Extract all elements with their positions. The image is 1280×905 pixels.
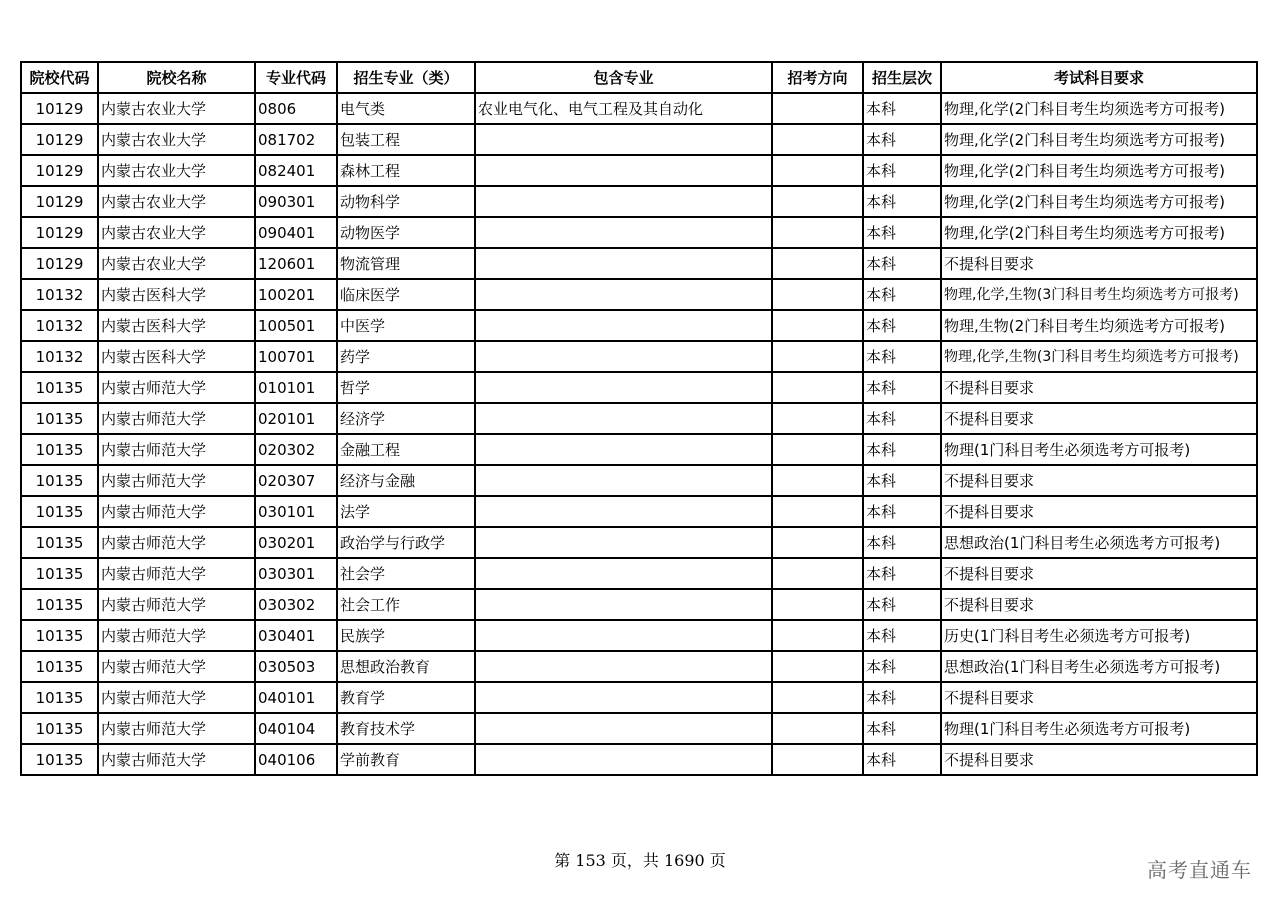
- cell-subject-requirements: 物理,化学,生物(3门科目考生均须选考方可报考): [941, 279, 1257, 310]
- cell-major-code: 010101: [255, 372, 337, 403]
- cell-included-majors: [475, 155, 772, 186]
- col-header-major-code: 专业代码: [255, 62, 337, 93]
- table-row: [21, 465, 1257, 496]
- cell-subject-requirements: 物理,化学(2门科目考生均须选考方可报考): [941, 186, 1257, 217]
- table-row: [21, 186, 1257, 217]
- cell-level: 本科: [863, 465, 941, 496]
- cell-subject-requirements: 不提科目要求: [941, 589, 1257, 620]
- cell-level: 本科: [863, 341, 941, 372]
- watermark: 高考直通车: [1147, 858, 1252, 882]
- cell-level: 本科: [863, 589, 941, 620]
- cell-direction: [772, 465, 863, 496]
- cell-major-code: 040104: [255, 713, 337, 744]
- cell-major: 电气类: [337, 93, 475, 124]
- page-footer: 第 153 页，共 1690 页: [554, 851, 726, 870]
- cell-major-code: 100501: [255, 310, 337, 341]
- cell-school-code: 10129: [21, 248, 98, 279]
- table-row: [21, 589, 1257, 620]
- cell-direction: [772, 527, 863, 558]
- cell-subject-requirements: 物理(1门科目考生必须选考方可报考): [941, 434, 1257, 465]
- cell-school-name: 内蒙古师范大学: [98, 372, 255, 403]
- cell-included-majors: [475, 186, 772, 217]
- table-row: [21, 744, 1257, 775]
- cell-major: 经济与金融: [337, 465, 475, 496]
- cell-major-code: 030301: [255, 558, 337, 589]
- cell-school-code: 10132: [21, 279, 98, 310]
- cell-direction: [772, 341, 863, 372]
- cell-major-code: 100201: [255, 279, 337, 310]
- cell-school-code: 10135: [21, 713, 98, 744]
- cell-direction: [772, 651, 863, 682]
- cell-major-code: 090401: [255, 217, 337, 248]
- cell-direction: [772, 434, 863, 465]
- cell-level: 本科: [863, 496, 941, 527]
- cell-subject-requirements: 物理,化学(2门科目考生均须选考方可报考): [941, 124, 1257, 155]
- cell-school-code: 10135: [21, 558, 98, 589]
- cell-subject-requirements: 不提科目要求: [941, 372, 1257, 403]
- cell-major: 法学: [337, 496, 475, 527]
- cell-included-majors: [475, 744, 772, 775]
- col-header-level: 招生层次: [863, 62, 941, 93]
- cell-school-name: 内蒙古师范大学: [98, 434, 255, 465]
- cell-subject-requirements: 思想政治(1门科目考生必须选考方可报考): [941, 651, 1257, 682]
- cell-level: 本科: [863, 279, 941, 310]
- cell-direction: [772, 589, 863, 620]
- table-row: [21, 682, 1257, 713]
- cell-major-code: 020302: [255, 434, 337, 465]
- cell-subject-requirements: 思想政治(1门科目考生必须选考方可报考): [941, 527, 1257, 558]
- cell-included-majors: [475, 558, 772, 589]
- table-row: [21, 558, 1257, 589]
- cell-subject-requirements: 不提科目要求: [941, 682, 1257, 713]
- cell-school-name: 内蒙古医科大学: [98, 279, 255, 310]
- cell-level: 本科: [863, 310, 941, 341]
- cell-level: 本科: [863, 372, 941, 403]
- cell-direction: [772, 248, 863, 279]
- cell-level: 本科: [863, 744, 941, 775]
- cell-included-majors: [475, 651, 772, 682]
- table-body: [21, 93, 1257, 775]
- cell-school-code: 10135: [21, 651, 98, 682]
- cell-included-majors: [475, 434, 772, 465]
- cell-school-code: 10129: [21, 93, 98, 124]
- cell-direction: [772, 186, 863, 217]
- cell-subject-requirements: 不提科目要求: [941, 403, 1257, 434]
- cell-direction: [772, 496, 863, 527]
- cell-school-name: 内蒙古师范大学: [98, 589, 255, 620]
- cell-major: 教育技术学: [337, 713, 475, 744]
- cell-included-majors: [475, 465, 772, 496]
- table-row: [21, 248, 1257, 279]
- cell-major: 物流管理: [337, 248, 475, 279]
- cell-school-code: 10135: [21, 434, 98, 465]
- cell-direction: [772, 558, 863, 589]
- cell-included-majors: [475, 279, 772, 310]
- cell-school-name: 内蒙古医科大学: [98, 310, 255, 341]
- cell-school-code: 10132: [21, 310, 98, 341]
- cell-subject-requirements: 不提科目要求: [941, 744, 1257, 775]
- cell-level: 本科: [863, 651, 941, 682]
- cell-school-code: 10129: [21, 186, 98, 217]
- cell-school-name: 内蒙古农业大学: [98, 155, 255, 186]
- table-row: [21, 124, 1257, 155]
- cell-school-name: 内蒙古农业大学: [98, 217, 255, 248]
- cell-direction: [772, 620, 863, 651]
- cell-school-code: 10135: [21, 403, 98, 434]
- cell-included-majors: [475, 248, 772, 279]
- cell-school-code: 10129: [21, 124, 98, 155]
- cell-included-majors: [475, 527, 772, 558]
- table-row: [21, 310, 1257, 341]
- cell-major-code: 030503: [255, 651, 337, 682]
- cell-level: 本科: [863, 527, 941, 558]
- cell-subject-requirements: 物理,化学(2门科目考生均须选考方可报考): [941, 93, 1257, 124]
- cell-major-code: 030201: [255, 527, 337, 558]
- cell-included-majors: [475, 124, 772, 155]
- cell-level: 本科: [863, 93, 941, 124]
- cell-included-majors: [475, 310, 772, 341]
- cell-subject-requirements: 不提科目要求: [941, 496, 1257, 527]
- cell-direction: [772, 155, 863, 186]
- cell-school-code: 10129: [21, 217, 98, 248]
- cell-school-name: 内蒙古师范大学: [98, 465, 255, 496]
- col-header-school-name: 院校名称: [98, 62, 255, 93]
- table-row: [21, 93, 1257, 124]
- cell-included-majors: [475, 403, 772, 434]
- cell-school-name: 内蒙古师范大学: [98, 496, 255, 527]
- cell-school-name: 内蒙古医科大学: [98, 341, 255, 372]
- cell-school-name: 内蒙古师范大学: [98, 651, 255, 682]
- cell-school-code: 10135: [21, 465, 98, 496]
- cell-school-code: 10135: [21, 527, 98, 558]
- cell-major: 思想政治教育: [337, 651, 475, 682]
- cell-level: 本科: [863, 155, 941, 186]
- cell-school-code: 10135: [21, 682, 98, 713]
- cell-major: 社会学: [337, 558, 475, 589]
- cell-level: 本科: [863, 248, 941, 279]
- cell-major-code: 040106: [255, 744, 337, 775]
- cell-level: 本科: [863, 713, 941, 744]
- table-row: [21, 434, 1257, 465]
- cell-major: 中医学: [337, 310, 475, 341]
- cell-major-code: 020101: [255, 403, 337, 434]
- cell-level: 本科: [863, 558, 941, 589]
- col-header-direction: 招考方向: [772, 62, 863, 93]
- col-header-subject-requirements: 考试科目要求: [941, 62, 1257, 93]
- cell-major: 政治学与行政学: [337, 527, 475, 558]
- table-row: [21, 372, 1257, 403]
- table-row: [21, 217, 1257, 248]
- cell-level: 本科: [863, 217, 941, 248]
- cell-level: 本科: [863, 434, 941, 465]
- table-row: [21, 403, 1257, 434]
- cell-school-code: 10135: [21, 496, 98, 527]
- cell-school-name: 内蒙古师范大学: [98, 527, 255, 558]
- admissions-table: [20, 61, 1258, 776]
- cell-major-code: 030302: [255, 589, 337, 620]
- cell-direction: [772, 279, 863, 310]
- cell-major-code: 090301: [255, 186, 337, 217]
- cell-school-name: 内蒙古师范大学: [98, 620, 255, 651]
- cell-major: 临床医学: [337, 279, 475, 310]
- table-row: [21, 527, 1257, 558]
- cell-major: 动物医学: [337, 217, 475, 248]
- cell-subject-requirements: 物理,化学,生物(3门科目考生均须选考方可报考): [941, 341, 1257, 372]
- cell-school-name: 内蒙古师范大学: [98, 558, 255, 589]
- cell-direction: [772, 124, 863, 155]
- cell-direction: [772, 217, 863, 248]
- table-row: [21, 341, 1257, 372]
- cell-school-name: 内蒙古师范大学: [98, 682, 255, 713]
- col-header-major: 招生专业（类）: [337, 62, 475, 93]
- cell-included-majors: [475, 496, 772, 527]
- cell-school-name: 内蒙古农业大学: [98, 186, 255, 217]
- cell-major-code: 030101: [255, 496, 337, 527]
- cell-school-name: 内蒙古农业大学: [98, 124, 255, 155]
- cell-school-code: 10135: [21, 372, 98, 403]
- cell-subject-requirements: 不提科目要求: [941, 465, 1257, 496]
- table-row: [21, 279, 1257, 310]
- table-row: [21, 651, 1257, 682]
- cell-major-code: 081702: [255, 124, 337, 155]
- col-header-school-code: 院校代码: [21, 62, 98, 93]
- cell-level: 本科: [863, 682, 941, 713]
- cell-included-majors: [475, 372, 772, 403]
- cell-school-code: 10135: [21, 589, 98, 620]
- cell-school-code: 10132: [21, 341, 98, 372]
- cell-major: 包装工程: [337, 124, 475, 155]
- cell-direction: [772, 93, 863, 124]
- cell-direction: [772, 682, 863, 713]
- cell-subject-requirements: 不提科目要求: [941, 248, 1257, 279]
- cell-direction: [772, 372, 863, 403]
- cell-major: 哲学: [337, 372, 475, 403]
- cell-included-majors: [475, 713, 772, 744]
- cell-included-majors: 农业电气化、电气工程及其自动化: [475, 93, 772, 124]
- cell-subject-requirements: 物理,生物(2门科目考生均须选考方可报考): [941, 310, 1257, 341]
- table-row: [21, 496, 1257, 527]
- cell-school-name: 内蒙古师范大学: [98, 403, 255, 434]
- header-row: [21, 62, 1257, 93]
- cell-included-majors: [475, 682, 772, 713]
- cell-level: 本科: [863, 186, 941, 217]
- cell-major: 民族学: [337, 620, 475, 651]
- cell-major: 学前教育: [337, 744, 475, 775]
- cell-included-majors: [475, 620, 772, 651]
- cell-major: 社会工作: [337, 589, 475, 620]
- cell-major-code: 120601: [255, 248, 337, 279]
- cell-major: 金融工程: [337, 434, 475, 465]
- cell-major: 动物科学: [337, 186, 475, 217]
- cell-subject-requirements: 不提科目要求: [941, 558, 1257, 589]
- cell-major-code: 0806: [255, 93, 337, 124]
- cell-school-name: 内蒙古农业大学: [98, 93, 255, 124]
- cell-subject-requirements: 物理(1门科目考生必须选考方可报考): [941, 713, 1257, 744]
- cell-subject-requirements: 物理,化学(2门科目考生均须选考方可报考): [941, 155, 1257, 186]
- cell-level: 本科: [863, 124, 941, 155]
- cell-school-code: 10135: [21, 744, 98, 775]
- table-row: [21, 155, 1257, 186]
- cell-included-majors: [475, 341, 772, 372]
- table-row: [21, 713, 1257, 744]
- table-row: [21, 620, 1257, 651]
- cell-included-majors: [475, 589, 772, 620]
- cell-school-name: 内蒙古师范大学: [98, 744, 255, 775]
- cell-major-code: 100701: [255, 341, 337, 372]
- cell-school-code: 10135: [21, 620, 98, 651]
- cell-major-code: 020307: [255, 465, 337, 496]
- cell-school-code: 10129: [21, 155, 98, 186]
- cell-included-majors: [475, 217, 772, 248]
- cell-major-code: 082401: [255, 155, 337, 186]
- cell-direction: [772, 403, 863, 434]
- cell-major: 教育学: [337, 682, 475, 713]
- cell-major: 经济学: [337, 403, 475, 434]
- cell-level: 本科: [863, 620, 941, 651]
- cell-major-code: 040101: [255, 682, 337, 713]
- cell-subject-requirements: 历史(1门科目考生必须选考方可报考): [941, 620, 1257, 651]
- cell-direction: [772, 713, 863, 744]
- cell-school-name: 内蒙古农业大学: [98, 248, 255, 279]
- cell-major: 药学: [337, 341, 475, 372]
- cell-school-name: 内蒙古师范大学: [98, 713, 255, 744]
- col-header-included-majors: 包含专业: [475, 62, 772, 93]
- cell-direction: [772, 744, 863, 775]
- cell-major: 森林工程: [337, 155, 475, 186]
- cell-subject-requirements: 物理,化学(2门科目考生均须选考方可报考): [941, 217, 1257, 248]
- cell-direction: [772, 310, 863, 341]
- cell-major-code: 030401: [255, 620, 337, 651]
- cell-level: 本科: [863, 403, 941, 434]
